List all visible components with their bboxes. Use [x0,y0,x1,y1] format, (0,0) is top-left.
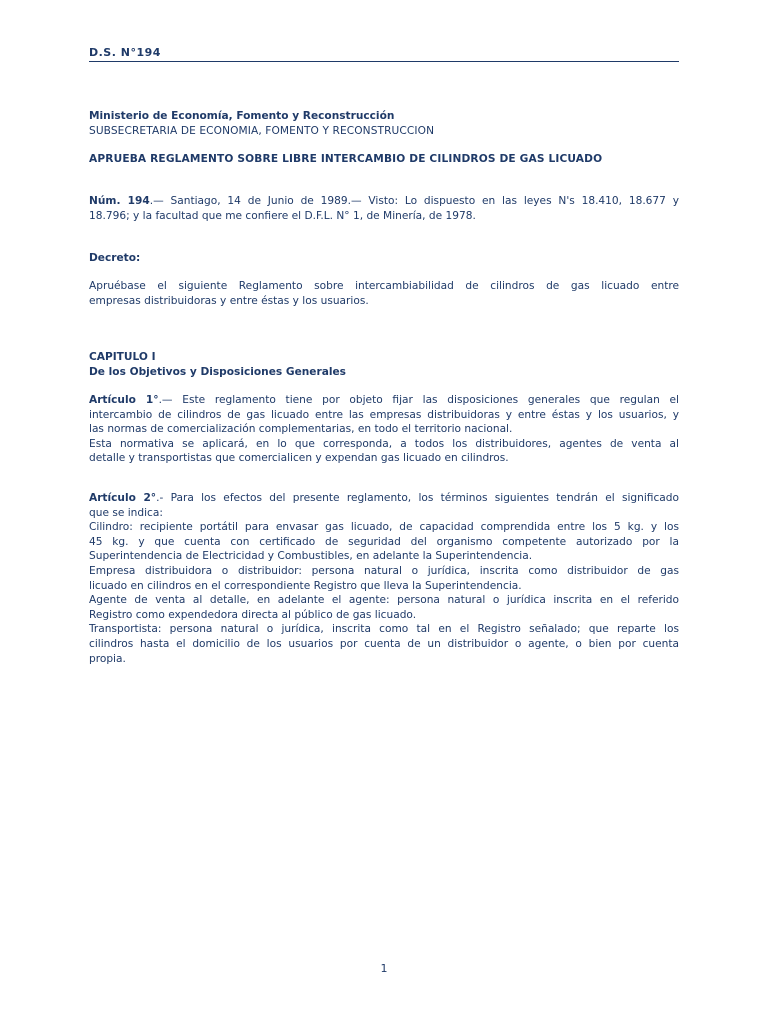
article-1-line-4: Esta normativa se aplicará, en lo que corresponda, a todos los distribuidores, agentes de venta al [89,437,679,450]
preamble-number: Núm. 194 [89,195,150,207]
chapter-number: CAPITULO I [89,351,156,363]
article-1-line-3: las normas de comercialización complementarias, en todo el territorio nacional. [89,423,513,436]
document-title: APRUEBA REGLAMENTO SOBRE LIBRE INTERCAMBIO DE CILINDROS DE GAS LICUADO [89,153,603,165]
article-2-line-5: Superintendencia de Electricidad y Combustibles, en adelante la Superintendencia. [89,550,533,563]
article-2-line-4: 45 kg. y que cuenta con certificado de seguridad del organismo competente autorizado por la [89,535,679,548]
chapter-title: De los Objetivos y Disposiciones Generales [89,366,346,378]
article-2-line-1 [89,491,679,506]
preamble-line-1 [89,194,679,209]
article-2-label: Artículo 2° [89,492,157,504]
ministry-name: Ministerio de Economía, Fomento y Reconstrucción [89,110,395,122]
article-1-line-2: intercambio de cilindros de gas licuado entre las empresas distribuidoras y entre éstas y los usuarios, y [89,408,679,421]
article-2-line-9: Registro como expendedora directa al público de gas licuado. [89,608,417,621]
article-2-line-3: Cilindro: recipiente portátil para envasar gas licuado, de capacidad comprendida entre los 5 kg. y los [89,521,679,534]
preamble-text-1: .— Santiago, 14 de Junio de 1989.— Visto: Lo dispuesto en las leyes N's 18.410, 18.677 y [149,195,679,207]
page-number: 1 [380,962,388,975]
article-2-line-6: Empresa distribuidora o distribuidor: persona natural o jurídica, inscrita como distribuidor de gas [89,564,679,577]
article-1-line-5: detalle y transportistas que comercialicen y expendan gas licuado en cilindros. [89,452,509,465]
article-2-line-11: cilindros hasta el domicilio de los usuarios por cuenta de un distribuidor o agente, o bien por cuenta [89,637,679,650]
header-title: D.S. N°194 [89,46,161,59]
article-1-label: Artículo 1° [89,394,159,406]
article-1-text-1: .— Este reglamento tiene por objeto fijar las disposiciones generales que regulan el [158,394,679,406]
article-2-line-10: Transportista: persona natural o jurídica, inscrita como tal en el Registro señalado; que reparte los [89,623,679,636]
article-2-line-12: propia. [89,652,126,665]
article-2-text-1: .- Para los efectos del presente reglamento, los términos siguientes tendrán el significado [156,492,679,504]
header-rule [89,61,679,62]
article-2-line-7: licuado en cilindros en el correspondiente Registro que lleva la Superintendencia. [89,579,522,592]
page-header [89,46,679,59]
article-2-line-2: que se indica: [89,506,163,519]
decreto-line-2: empresas distribuidoras y entre éstas y los usuarios. [89,294,369,307]
article-2-line-8: Agente de venta al detalle, en adelante el agente: persona natural o jurídica inscrita en el referido [89,594,679,607]
preamble [89,194,679,223]
decreto-line-1: Apruébase el siguiente Reglamento sobre intercambiabilidad de cilindros de gas licuado entre [89,280,679,292]
subsecretaria: SUBSECRETARIA DE ECONOMIA, FOMENTO Y RECONSTRUCCION [89,125,435,137]
preamble-line-2: 18.796; y la facultad que me confiere el D.F.L. N° 1, de Minería, de 1978. [89,209,476,222]
decreto-label: Decreto: [89,252,141,264]
article-1-line-1 [89,393,679,408]
article-1 [89,393,679,466]
decreto-text [89,279,679,308]
article-2 [89,491,679,666]
